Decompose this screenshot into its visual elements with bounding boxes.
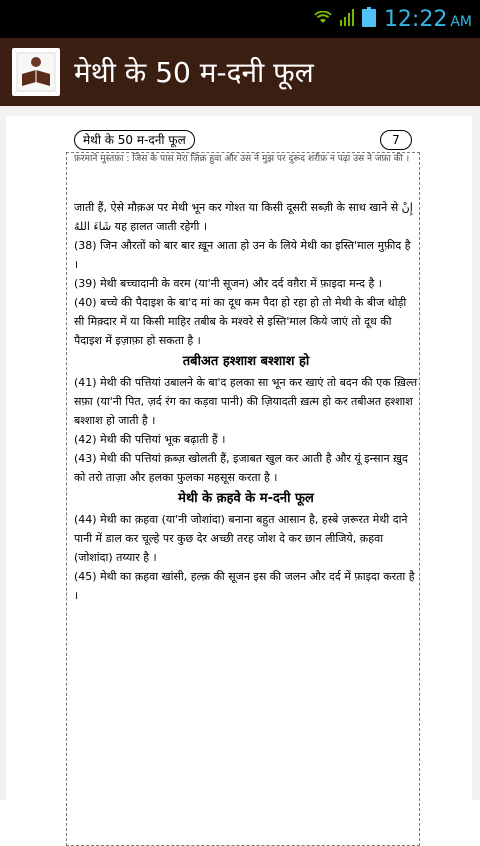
app-logo[interactable] [12,48,60,96]
section-heading-2: मेथी के क़हवे के म-दनी फूल [178,491,314,506]
page-number: 7 [380,130,412,150]
paragraph-42: (42) मेथी की पत्तियां भूक बढ़ाती हैं । [74,433,226,446]
page-header-title: मेथी के 50 म-दनी फूल [74,130,195,150]
page-header [68,126,420,152]
reader-content[interactable] [0,106,480,800]
paragraph-40: (40) बच्चे की पैदाइश के बा'द मां का दूध कम पैदा हो रहा हो तो मेथी के बीज थोड़ी सी मिक़्दार में या किसी माहिर तबीब के मश्वरे से इस्ति'माल किये जाएं तो दूध की पैदाइश में इज़ाफ़ा हो सकता है । [74,296,407,347]
paragraph-41: (41) मेथी की पत्तियां उबालने के बा'द हलका सा भून कर खाएं तो बदन की एक ख़िल्त सफ़ा (या'नी पित, ज़र्द रंग का कड़वा पानी) की ज़ियादती ख़त्म हो कर तबीअत हश्शाश बश्शाश हो जाती है । [74,376,418,427]
paragraph-38: (38) जिन औरतों को बार बार ख़ून आता हो उन के लिये मेथी का इस्ति'माल मुफ़ीद है । [74,239,411,271]
paragraph-43: (43) मेथी की पत्तियां क़ब्ज़ खोलती हैं, इजाबत खुल कर आती है और यूं इन्सान ख़ुद को तरो ताज़ा और हलका फुलका महसूस करता है । [74,452,408,484]
app-title: मेथी के 50 म-दनी फूल [74,56,314,89]
status-bar [0,0,480,38]
section-heading-1: तबीअत हश्शाश बश्शाश हो [182,354,310,369]
app-bar [0,38,480,106]
paragraph-45: (45) मेथी का क़हवा खांसी, हल्क़ की सूजन इस की जलन और दर्द में फ़ाइदा करता है । [74,570,415,602]
signal-icon [340,8,354,30]
battery-icon [362,7,376,31]
page-notice: फ़रमाने मुस्तफ़ा : जिस के पास मेरा ज़िक्र हुवा और उस ने मुझ पर दुरूद शरीफ़ न पढ़ा उस ने जफ़ा की । [74,154,410,164]
paragraph-39: (39) मेथी बच्चादानी के वरम (या'नी सूजन) और दर्द वग़ैरा में फ़ाइदा मन्द है । [74,277,382,290]
status-icons [314,0,472,38]
paragraph-1: जाती हैं, ऐसे मौक़अ पर मेथी भून कर गोश्त या किसी दूसरी सब्ज़ी के साथ खाने से إِنْ شَاءَ اللهُ यह हालत जाती रहेगी । [74,201,413,233]
wifi-icon [314,10,332,29]
status-time: 12:22 AM [383,6,472,32]
page-body [74,198,418,838]
paragraph-44: (44) मेथी का क़हवा (या'नी जोशांदा) बनाना बहुत आसान है, हस्बे ज़रूरत मेथी दाने पानी में डाल कर चूल्हे पर कुछ देर अच्छी तरह जोश दे कर छान लीजिये, क़हवा (जोशांदा) तय्यार है । [74,513,408,564]
book-icon [16,52,56,92]
